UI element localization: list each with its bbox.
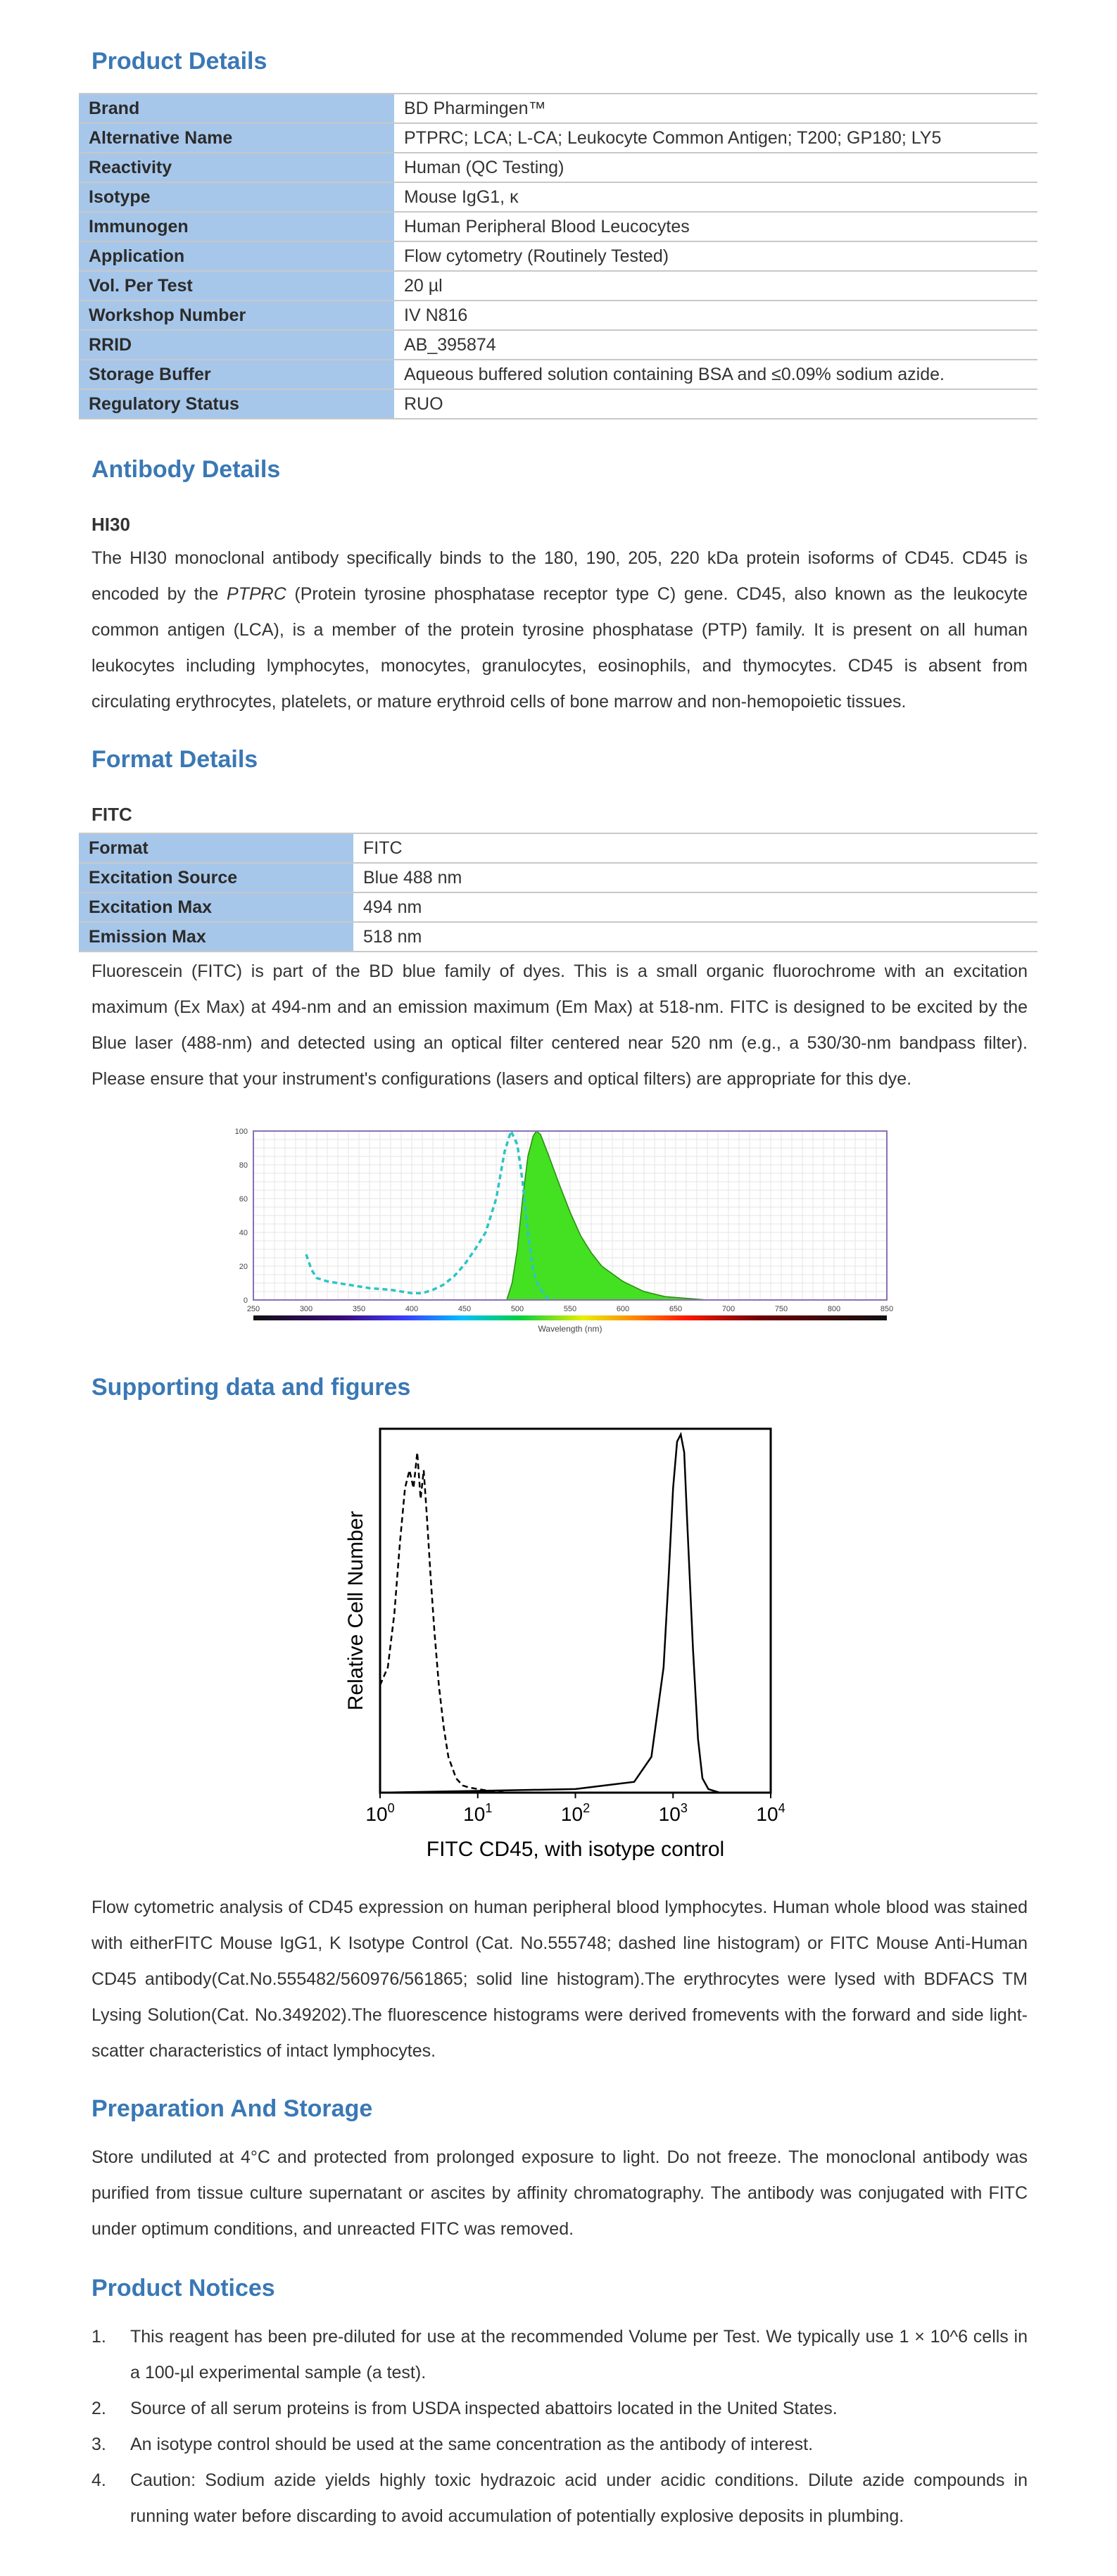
notice-text: An isotype control should be used at the same concentration as the antibody of interest. <box>130 2435 814 2454</box>
format-detail-value: 494 nm <box>353 892 1037 922</box>
spectrum-x-tick: 550 <box>563 1305 577 1313</box>
product-detail-row <box>79 123 1037 153</box>
histogram-x-label: FITC CD45, with isotype control <box>426 1838 725 1861</box>
supporting-heading: Supporting data and figures <box>91 1374 411 1401</box>
histogram-x-tick: $10^2$ <box>560 1801 591 1825</box>
figure-caption: Flow cytometric analysis of CD45 expression on human peripheral blood lymphocytes. Human whole blood was stained with eitherFITC Mouse IgG1, K Isotype Control (Cat. No.555748; dashed line histogram) or FITC Mouse Anti-Human CD45 antibody(Cat.No.555482/560976/561865; solid line histogram).The erythrocytes were lysed with BDFACS TM Lysing Solution(Cat. No.349202).The fluorescence histograms were derived fromevents with the forward and side light-scatter characteristics of intact lymphocytes. <box>91 1898 1028 2061</box>
notices-heading: Product Notices <box>91 2275 275 2302</box>
format-description: Fluorescein (FITC) is part of the BD blue family of dyes. This is a small organic fluorochrome with an excitation maximum (Ex Max) at 494-nm and an emission maximum (Em Max) at 518-nm. FITC is designed to be excited by the Blue laser (488-nm) and detected using an optical filter centered near 520 nm (e.g., a 530/30-nm bandpass filter). Please ensure that your instrument's configurations (lasers and optical filters) are appropriate for this dye. <box>91 961 1028 1089</box>
format-detail-value: Blue 488 nm <box>353 863 1037 892</box>
product-detail-row <box>79 360 1037 389</box>
product-detail-value: Human (QC Testing) <box>394 153 1037 182</box>
histogram-frame <box>380 1429 771 1793</box>
product-detail-row <box>79 153 1037 182</box>
histogram-x-tick: $10^4$ <box>756 1801 785 1825</box>
spectrum-y-tick: 100 <box>234 1128 248 1136</box>
product-detail-value: 20 µl <box>394 271 1037 301</box>
product-details-heading: Product Details <box>91 48 267 75</box>
fitc-spectrum-chart <box>211 1123 901 1334</box>
product-detail-label: Reactivity <box>79 153 394 182</box>
format-detail-label: Format <box>79 833 353 863</box>
spectrum-x-tick: 400 <box>405 1305 419 1313</box>
spectrum-x-tick: 750 <box>774 1305 788 1313</box>
product-detail-value: PTPRC; LCA; L-CA; Leukocyte Common Antigen; T200; GP180; LY5 <box>394 123 1037 153</box>
antibody-description: The HI30 monoclonal antibody specifically binds to the 180, 190, 205, 220 kDa protein isoforms of CD45. CD45 is encoded by the PTPRC (Protein tyrosine phosphatase receptor type C) gene. CD45, also known as the leukocyte common antigen (LCA), is a member of the protein tyrosine phosphatase (PTP) family. It is present on all human leukocytes including lymphocytes, monocytes, granulocytes, eosinophils, and thymocytes. CD45 is absent from circulating erythrocytes, platelets, or mature erythroid cells of bone marrow and non-hemopoietic tissues. <box>91 548 1028 712</box>
product-detail-value: Human Peripheral Blood Leucocytes <box>394 212 1037 241</box>
spectrum-x-tick: 350 <box>352 1305 366 1313</box>
cd45-histogram-chart <box>310 1418 802 1869</box>
product-detail-label: RRID <box>79 330 394 360</box>
notice-text: Caution: Sodium azide yields highly toxic hydrazoic acid under acidic conditions. Dilute azide compounds in running water before discarding to avoid accumulation of potentially explosive deposits in plumbing. <box>130 2470 1028 2526</box>
histogram-x-tick: $10^3$ <box>658 1801 688 1825</box>
product-detail-value: Flow cytometry (Routinely Tested) <box>394 241 1037 271</box>
notice-number: 4. <box>91 2470 106 2490</box>
product-detail-row <box>79 212 1037 241</box>
product-detail-label: Isotype <box>79 182 394 212</box>
spectrum-x-tick: 250 <box>246 1305 260 1313</box>
isotype-control-curve <box>380 1453 507 1793</box>
notice-number: 1. <box>91 2327 106 2347</box>
product-detail-label: Alternative Name <box>79 123 394 153</box>
format-detail-label: Excitation Source <box>79 863 353 892</box>
format-detail-row <box>79 863 1037 892</box>
product-detail-label: Workshop Number <box>79 301 394 330</box>
clone-name: HI30 <box>91 514 130 535</box>
antibody-details-heading: Antibody Details <box>91 456 281 483</box>
notices-list <box>91 2319 1028 2534</box>
notice-item <box>91 2391 1028 2427</box>
product-detail-value: IV N816 <box>394 301 1037 330</box>
spectrum-x-tick: 450 <box>457 1305 472 1313</box>
product-detail-value: Aqueous buffered solution containing BSA and ≤0.09% sodium azide. <box>394 360 1037 389</box>
product-detail-row <box>79 389 1037 419</box>
format-detail-row <box>79 892 1037 922</box>
product-details-table <box>79 93 1037 419</box>
spectrum-y-tick: 60 <box>239 1195 248 1204</box>
histogram-y-label: Relative Cell Number <box>344 1510 367 1711</box>
product-detail-row <box>79 94 1037 123</box>
spectrum-x-tick: 650 <box>669 1305 683 1313</box>
product-detail-row <box>79 301 1037 330</box>
spectrum-y-tick: 80 <box>239 1161 248 1170</box>
product-detail-value: Mouse IgG1, κ <box>394 182 1037 212</box>
spectrum-x-tick: 300 <box>299 1305 313 1313</box>
wavelength-color-bar <box>253 1315 887 1320</box>
histogram-x-tick: $10^0$ <box>365 1801 395 1825</box>
product-detail-label: Immunogen <box>79 212 394 241</box>
cd45-curve <box>380 1434 771 1793</box>
product-detail-label: Vol. Per Test <box>79 271 394 301</box>
spectrum-x-tick: 700 <box>721 1305 736 1313</box>
format-detail-row <box>79 922 1037 952</box>
format-detail-label: Emission Max <box>79 922 353 952</box>
product-detail-row <box>79 182 1037 212</box>
format-name: FITC <box>91 804 132 825</box>
spectrum-y-tick: 40 <box>239 1229 248 1237</box>
notice-number: 2. <box>91 2399 106 2418</box>
notice-text: This reagent has been pre-diluted for use at the recommended Volume per Test. We typically use 1 × 10^6 cells in a 100-µl experimental sample (a test). <box>130 2327 1028 2382</box>
product-detail-row <box>79 241 1037 271</box>
notice-text: Source of all serum proteins is from USDA inspected abattoirs located in the United States. <box>130 2399 838 2418</box>
histogram-x-tick: $10^1$ <box>463 1801 493 1825</box>
format-details-table <box>79 833 1037 952</box>
notice-item <box>91 2463 1028 2534</box>
product-detail-value: BD Pharmingen™ <box>394 94 1037 123</box>
spectrum-x-tick: 500 <box>510 1305 524 1313</box>
product-detail-label: Application <box>79 241 394 271</box>
format-detail-row <box>79 833 1037 863</box>
notice-item <box>91 2427 1028 2463</box>
format-detail-label: Excitation Max <box>79 892 353 922</box>
format-details-heading: Format Details <box>91 746 258 773</box>
spectrum-y-tick: 0 <box>243 1296 248 1305</box>
spectrum-x-tick: 850 <box>880 1305 894 1313</box>
product-detail-value: AB_395874 <box>394 330 1037 360</box>
product-detail-value: RUO <box>394 389 1037 419</box>
preparation-text: Store undiluted at 4°C and protected from prolonged exposure to light. Do not freeze. The monoclonal antibody was purified from tissue culture supernatant or ascites by affinity chromatography. The antibody was conjugated with FITC under optimum conditions, and unreacted FITC was removed. <box>91 2147 1028 2239</box>
notice-number: 3. <box>91 2435 106 2454</box>
preparation-heading: Preparation And Storage <box>91 2095 373 2122</box>
product-detail-label: Brand <box>79 94 394 123</box>
spectrum-x-tick: 600 <box>616 1305 630 1313</box>
spectrum-x-label: Wavelength (nm) <box>538 1324 602 1334</box>
format-detail-value: FITC <box>353 833 1037 863</box>
spectrum-x-tick: 800 <box>827 1305 841 1313</box>
format-detail-value: 518 nm <box>353 922 1037 952</box>
product-detail-row <box>79 330 1037 360</box>
spectrum-y-tick: 20 <box>239 1263 248 1271</box>
product-detail-row <box>79 271 1037 301</box>
product-detail-label: Storage Buffer <box>79 360 394 389</box>
notice-item <box>91 2319 1028 2391</box>
product-detail-label: Regulatory Status <box>79 389 394 419</box>
gene-name: PTPRC <box>227 584 286 604</box>
